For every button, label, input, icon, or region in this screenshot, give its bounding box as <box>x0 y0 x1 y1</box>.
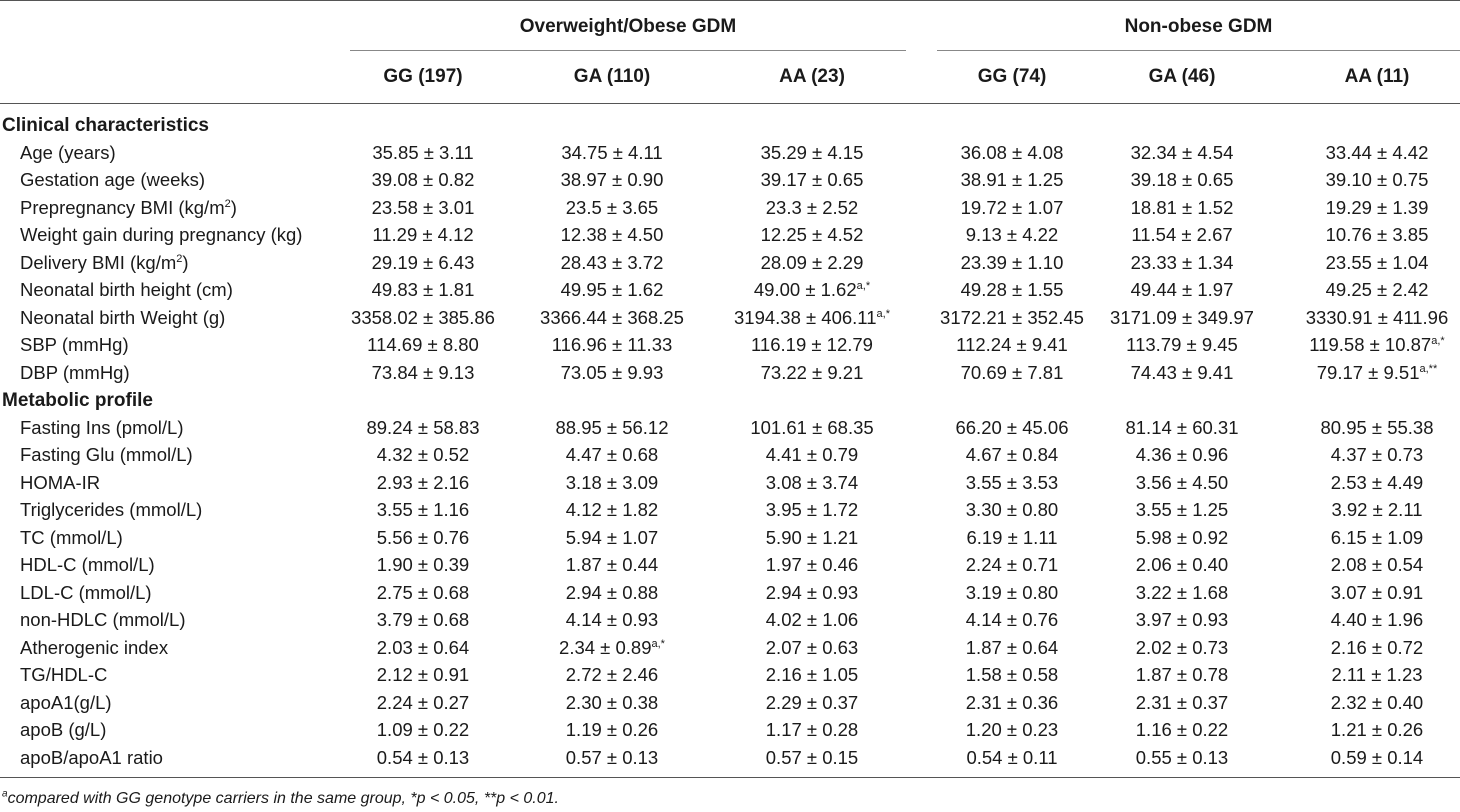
cell-value: 88.95 ± 56.12 <box>555 416 669 438</box>
cell-value: 23.55 ± 1.04 <box>1325 251 1429 273</box>
significance-mark: a,* <box>876 307 890 320</box>
table-cell <box>1257 253 1460 273</box>
row-label <box>20 748 163 768</box>
cell-value: 23.3 ± 2.52 <box>765 196 859 218</box>
cell-value: 2.24 ± 0.27 <box>376 691 470 713</box>
cell-value: 10.76 ± 3.85 <box>1325 224 1429 245</box>
cell-value: 2.53 ± 4.49 <box>1330 471 1424 493</box>
row-label-text: Weight gain during pregnancy (kg) <box>20 224 303 245</box>
row-label <box>20 308 225 328</box>
row-label-text: DBP (mmHg) <box>20 361 130 383</box>
cell-value: 28.43 ± 3.72 <box>560 251 664 273</box>
row-label-text: Atherogenic index <box>20 636 169 658</box>
cell-value: 116.19 ± 12.79 <box>751 334 873 355</box>
cell-value: 1.21 ± 0.26 <box>1330 719 1424 740</box>
cell-value: 1.90 ± 0.39 <box>376 554 470 575</box>
cell-value: 1.16 ± 0.22 <box>1135 719 1229 740</box>
cell-value: 9.13 ± 4.22 <box>965 224 1059 245</box>
table-cell <box>1257 610 1460 630</box>
row-label <box>20 693 112 713</box>
table-cell <box>1257 308 1460 328</box>
row-label-text: apoA1(g/L) <box>20 691 112 713</box>
cell-value: 113.79 ± 9.45 <box>1126 334 1238 355</box>
section-title: Clinical characteristics <box>2 115 209 136</box>
cell-value: 3.79 ± 0.68 <box>376 609 470 630</box>
cell-value: 11.54 ± 2.67 <box>1131 224 1233 245</box>
cell-value: 80.95 ± 55.38 <box>1320 416 1434 438</box>
table-row <box>0 194 1460 222</box>
column-header: GG (74) <box>977 66 1047 87</box>
table-cell <box>1257 473 1460 493</box>
cell-value: 73.05 ± 9.93 <box>560 361 664 383</box>
table-cell <box>1257 748 1460 768</box>
row-label-text: apoB/apoA1 ratio <box>20 746 163 768</box>
cell-value: 114.69 ± 8.80 <box>367 334 479 355</box>
cell-value: 2.34 ± 0.89 <box>559 636 652 658</box>
cell-value: 1.58 ± 0.58 <box>965 664 1059 685</box>
row-label-text: Delivery BMI (kg/m <box>20 251 177 273</box>
footnote-text: compared with GG genotype carriers in the same group, *p < 0.05, **p < 0.01. <box>7 790 559 807</box>
cell-value: 2.03 ± 0.64 <box>376 636 470 658</box>
table-row <box>0 634 1460 662</box>
row-label <box>20 363 130 383</box>
cell-value: 2.94 ± 0.88 <box>565 581 659 603</box>
cell-value: 2.02 ± 0.73 <box>1135 636 1229 658</box>
table-cell <box>1257 693 1460 713</box>
cell-value: 4.32 ± 0.52 <box>376 444 470 465</box>
cell-value: 2.31 ± 0.37 <box>1135 691 1229 713</box>
cell-value: 3.95 ± 1.72 <box>765 499 859 520</box>
table-row <box>0 331 1460 359</box>
cell-value: 5.56 ± 0.76 <box>376 526 470 548</box>
table-row <box>0 441 1460 469</box>
group-title-overweight: Overweight/Obese GDM <box>519 16 737 37</box>
cell-value: 101.61 ± 68.35 <box>750 416 874 438</box>
table-cell <box>1257 418 1460 438</box>
cell-value: 12.25 ± 4.52 <box>760 224 864 245</box>
table-cell <box>1257 720 1460 740</box>
row-label-text: Neonatal birth height (cm) <box>20 279 233 300</box>
row-label <box>20 720 106 740</box>
row-label <box>20 143 116 163</box>
row-label-text: HOMA-IR <box>20 471 101 493</box>
cell-value: 81.14 ± 60.31 <box>1125 416 1239 438</box>
table-row <box>0 524 1460 552</box>
cell-value: 0.57 ± 0.15 <box>765 746 859 768</box>
row-label <box>20 665 107 685</box>
cell-value: 23.58 ± 3.01 <box>371 196 475 218</box>
cell-value: 2.24 ± 0.71 <box>965 554 1059 575</box>
table-row <box>0 496 1460 524</box>
column-header: GG (197) <box>383 66 463 87</box>
cell-value: 35.29 ± 4.15 <box>760 141 864 163</box>
table-row <box>0 304 1460 332</box>
column-header: AA (23) <box>779 66 845 87</box>
cell-value: 2.31 ± 0.36 <box>965 691 1059 713</box>
table-row <box>0 579 1460 607</box>
row-label <box>20 418 183 438</box>
row-label-text: HDL-C (mmol/L) <box>20 554 155 575</box>
significance-mark: a,** <box>1419 362 1438 375</box>
row-label-text: apoB (g/L) <box>20 719 107 740</box>
cell-value: 49.83 ± 1.81 <box>371 279 475 300</box>
cell-value: 4.41 ± 0.79 <box>765 444 859 465</box>
cell-value: 119.58 ± 10.87 <box>1309 334 1432 355</box>
cell-value: 4.02 ± 1.06 <box>765 609 859 630</box>
cell-value: 23.5 ± 3.65 <box>565 196 659 218</box>
cell-value: 1.87 ± 0.78 <box>1135 664 1229 685</box>
cell-value: 0.55 ± 0.13 <box>1135 746 1229 768</box>
significance-mark: a,* <box>651 637 665 650</box>
cell-value: 38.97 ± 0.90 <box>560 169 664 190</box>
cell-value: 38.91 ± 1.25 <box>960 169 1064 190</box>
cell-value: 0.59 ± 0.14 <box>1330 746 1424 768</box>
cell-value: 73.84 ± 9.13 <box>371 361 475 383</box>
cell-value: 2.11 ± 1.23 <box>1331 664 1423 685</box>
cell-value: 1.17 ± 0.28 <box>765 719 859 740</box>
table-row <box>0 661 1460 689</box>
row-label-text: Neonatal birth Weight (g) <box>20 306 226 328</box>
table-row <box>0 689 1460 717</box>
cell-value: 3194.38 ± 406.11 <box>734 306 877 328</box>
cell-value: 39.10 ± 0.75 <box>1325 169 1429 190</box>
cell-value: 116.96 ± 11.33 <box>551 334 673 355</box>
row-label <box>20 610 186 630</box>
cell-value: 19.29 ± 1.39 <box>1325 196 1429 218</box>
cell-value: 39.08 ± 0.82 <box>371 169 475 190</box>
cell-value: 6.15 ± 1.09 <box>1330 526 1424 548</box>
cell-value: 3366.44 ± 368.25 <box>540 306 684 328</box>
footnote-mark: a <box>2 788 8 800</box>
significance-mark: a,* <box>1431 334 1445 347</box>
cell-value: 1.19 ± 0.26 <box>565 719 659 740</box>
cell-value: 2.29 ± 0.37 <box>765 691 859 713</box>
cell-value: 49.25 ± 2.42 <box>1325 279 1429 300</box>
row-label-text: Triglycerides (mmol/L) <box>20 499 203 520</box>
group-rule-overweight <box>350 50 906 51</box>
table-row <box>0 414 1460 442</box>
row-label <box>20 528 123 548</box>
row-label-text: TC (mmol/L) <box>20 526 123 548</box>
cell-value: 2.06 ± 0.40 <box>1135 554 1229 575</box>
cell-value: 0.54 ± 0.13 <box>376 746 470 768</box>
cell-value: 3.55 ± 1.25 <box>1135 499 1229 520</box>
cell-value: 35.85 ± 3.11 <box>372 141 474 163</box>
group-rule-nonobese <box>937 50 1460 51</box>
cell-value: 19.72 ± 1.07 <box>960 196 1064 218</box>
table-cell <box>1257 143 1460 163</box>
row-label-end: ) <box>230 196 237 218</box>
table-footnote <box>2 790 559 808</box>
table-row <box>0 551 1460 579</box>
cell-value: 3172.21 ± 352.45 <box>940 306 1084 328</box>
row-label <box>20 170 205 190</box>
table-row <box>0 139 1460 167</box>
cell-value: 34.75 ± 4.11 <box>561 141 663 163</box>
table-cell <box>1257 335 1460 355</box>
cell-value: 3171.09 ± 349.97 <box>1110 306 1254 328</box>
significance-mark: a,* <box>856 279 871 292</box>
cell-value: 23.39 ± 1.10 <box>960 251 1064 273</box>
row-label-text: Age (years) <box>20 141 116 163</box>
row-label-text: SBP (mmHg) <box>20 334 129 355</box>
table-cell <box>1257 280 1460 300</box>
row-label-text: Gestation age (weeks) <box>20 169 206 190</box>
cell-value: 18.81 ± 1.52 <box>1130 196 1234 218</box>
row-label-text: Fasting Glu (mmol/L) <box>20 444 193 465</box>
cell-value: 49.95 ± 1.62 <box>560 279 664 300</box>
row-label-text: Fasting Ins (pmol/L) <box>20 416 184 438</box>
cell-value: 2.12 ± 0.91 <box>376 664 470 685</box>
table-row <box>0 744 1460 772</box>
cell-value: 0.54 ± 0.11 <box>966 746 1058 768</box>
column-header: AA (11) <box>1344 66 1410 87</box>
cell-value: 4.40 ± 1.96 <box>1330 609 1424 630</box>
cell-value: 112.24 ± 9.41 <box>956 334 1068 355</box>
cell-value: 3330.91 ± 411.96 <box>1305 306 1449 328</box>
cell-value: 28.09 ± 2.29 <box>760 251 864 273</box>
cell-value: 49.28 ± 1.55 <box>960 279 1064 300</box>
row-label-text: TG/HDL-C <box>20 664 108 685</box>
cell-value: 3.30 ± 0.80 <box>965 499 1059 520</box>
cell-value: 4.14 ± 0.93 <box>565 609 659 630</box>
cell-value: 4.37 ± 0.73 <box>1330 444 1424 465</box>
cell-value: 12.38 ± 4.50 <box>560 224 664 245</box>
row-label <box>20 198 237 218</box>
row-label-end: ) <box>182 251 189 273</box>
cell-value: 74.43 ± 9.41 <box>1130 361 1234 383</box>
cell-value: 2.08 ± 0.54 <box>1330 554 1424 575</box>
cell-value: 3.18 ± 3.09 <box>565 471 659 493</box>
cell-value: 2.16 ± 1.05 <box>765 664 859 685</box>
table-cell <box>1257 363 1460 383</box>
cell-value: 4.47 ± 0.68 <box>565 444 659 465</box>
cell-value: 3.97 ± 0.93 <box>1135 609 1229 630</box>
table-cell <box>1257 445 1460 465</box>
cell-value: 3.92 ± 2.11 <box>1331 499 1423 520</box>
header-bottom-rule <box>0 103 1460 104</box>
cell-value: 3.55 ± 3.53 <box>965 471 1059 493</box>
cell-value: 39.17 ± 0.65 <box>760 169 864 190</box>
row-label <box>20 500 202 520</box>
cell-value: 2.75 ± 0.68 <box>376 581 470 603</box>
column-header: GA (110) <box>573 66 651 87</box>
row-label-text: Prepregnancy BMI (kg/m <box>20 196 225 218</box>
table-row <box>0 249 1460 277</box>
cell-value: 3.55 ± 1.16 <box>376 499 470 520</box>
table-cell <box>1257 170 1460 190</box>
cell-value: 39.18 ± 0.65 <box>1130 169 1234 190</box>
cell-value: 49.44 ± 1.97 <box>1130 279 1234 300</box>
row-label-superscript: 2 <box>224 197 231 210</box>
cell-value: 66.20 ± 45.06 <box>955 416 1069 438</box>
table-cell <box>1257 665 1460 685</box>
row-label-text: non-HDLC (mmol/L) <box>20 609 186 630</box>
cell-value: 3.07 ± 0.91 <box>1330 581 1424 603</box>
row-label-text: LDL-C (mmol/L) <box>20 581 152 603</box>
section-title: Metabolic profile <box>2 390 153 411</box>
row-label <box>20 253 189 273</box>
cell-value: 4.12 ± 1.82 <box>565 499 659 520</box>
cell-value: 2.07 ± 0.63 <box>765 636 859 658</box>
table-cell <box>1257 528 1460 548</box>
row-label-superscript: 2 <box>176 252 183 265</box>
row-label <box>20 280 233 300</box>
table-row <box>0 469 1460 497</box>
table-row <box>0 166 1460 194</box>
cell-value: 5.94 ± 1.07 <box>565 526 659 548</box>
cell-value: 36.08 ± 4.08 <box>960 141 1064 163</box>
cell-value: 3.19 ± 0.80 <box>965 581 1059 603</box>
cell-value: 3358.02 ± 385.86 <box>351 306 495 328</box>
table-top-rule <box>0 0 1460 1</box>
cell-value: 3.56 ± 4.50 <box>1135 471 1229 493</box>
cell-value: 4.14 ± 0.76 <box>965 609 1059 630</box>
cell-value: 1.87 ± 0.64 <box>965 636 1059 658</box>
table-row <box>0 606 1460 634</box>
row-label <box>20 638 168 658</box>
table-row <box>0 276 1460 304</box>
cell-value: 2.94 ± 0.93 <box>765 581 859 603</box>
cell-value: 2.30 ± 0.38 <box>565 691 659 713</box>
cell-value: 49.00 ± 1.62 <box>753 279 857 300</box>
table-cell <box>1257 198 1460 218</box>
cell-value: 79.17 ± 9.51 <box>1316 361 1420 383</box>
group-title-nonobese: Non-obese GDM <box>1124 16 1273 37</box>
cell-value: 32.34 ± 4.54 <box>1130 141 1234 163</box>
cell-value: 0.57 ± 0.13 <box>565 746 659 768</box>
cell-value: 2.93 ± 2.16 <box>376 471 470 493</box>
cell-value: 1.09 ± 0.22 <box>376 719 470 740</box>
table-row <box>0 716 1460 744</box>
cell-value: 6.19 ± 1.11 <box>966 526 1058 548</box>
row-label <box>20 473 100 493</box>
row-label <box>20 225 302 245</box>
column-header: GA (46) <box>1148 66 1216 87</box>
table-cell <box>1257 583 1460 603</box>
cell-value: 73.22 ± 9.21 <box>760 361 864 383</box>
row-label <box>20 335 129 355</box>
row-label <box>20 555 155 575</box>
cell-value: 1.87 ± 0.44 <box>565 554 659 575</box>
cell-value: 1.97 ± 0.46 <box>765 554 859 575</box>
cell-value: 70.69 ± 7.81 <box>960 361 1064 383</box>
table-row <box>0 359 1460 387</box>
table-cell <box>1257 225 1460 245</box>
cell-value: 2.32 ± 0.40 <box>1330 691 1424 713</box>
cell-value: 3.08 ± 3.74 <box>765 471 859 493</box>
cell-value: 4.67 ± 0.84 <box>965 444 1059 465</box>
table-bottom-rule <box>0 777 1460 778</box>
row-label <box>20 445 193 465</box>
cell-value: 5.98 ± 0.92 <box>1135 526 1229 548</box>
row-label <box>20 583 152 603</box>
cell-value: 3.22 ± 1.68 <box>1135 581 1229 603</box>
cell-value: 29.19 ± 6.43 <box>371 251 475 273</box>
cell-value: 1.20 ± 0.23 <box>965 719 1059 740</box>
table-row <box>0 221 1460 249</box>
cell-value: 33.44 ± 4.42 <box>1325 141 1429 163</box>
cell-value: 23.33 ± 1.34 <box>1130 251 1234 273</box>
table-cell <box>1257 638 1460 658</box>
cell-value: 2.16 ± 0.72 <box>1330 636 1424 658</box>
cell-value: 11.29 ± 4.12 <box>372 224 474 245</box>
cell-value: 89.24 ± 58.83 <box>366 416 480 438</box>
cell-value: 4.36 ± 0.96 <box>1135 444 1229 465</box>
table-cell <box>1257 555 1460 575</box>
cell-value: 5.90 ± 1.21 <box>765 526 859 548</box>
cell-value: 2.72 ± 2.46 <box>565 664 659 685</box>
table-cell <box>1257 500 1460 520</box>
